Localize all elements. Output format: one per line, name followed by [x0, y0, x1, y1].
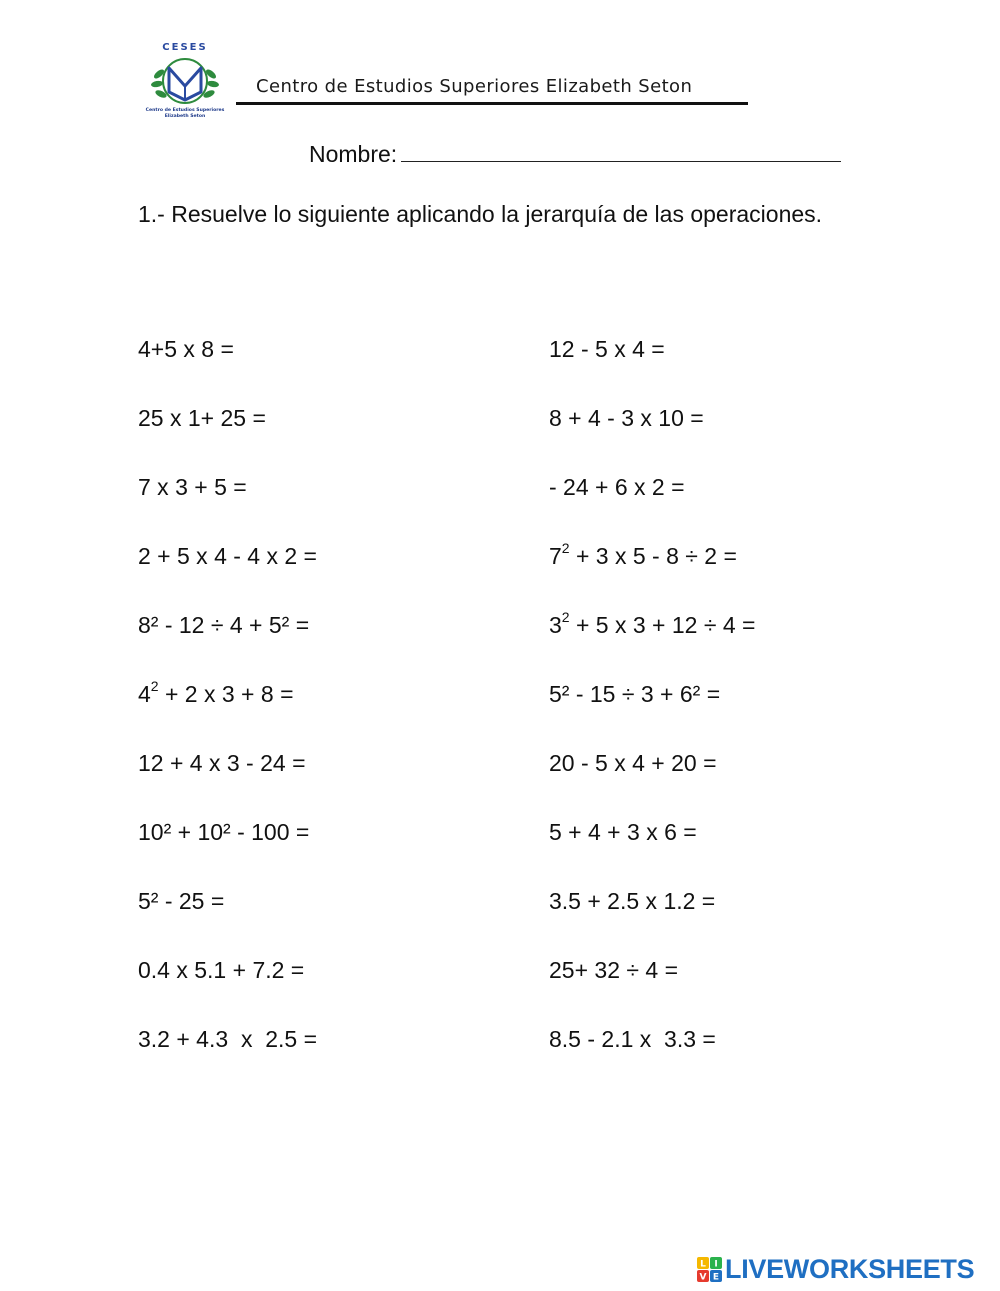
logo-acronym: CESES: [162, 42, 208, 53]
exercise-left-5: 8² - 12 ÷ 4 + 5² =: [138, 612, 310, 638]
exercise-right-4: $7^2 + 3$ x 5 - 8 ÷ 2 =: [549, 540, 737, 569]
exercise-right-2: 8 + 4 - 3 x 10 =: [549, 405, 704, 431]
name-input-line[interactable]: [401, 143, 841, 162]
exercise-left-4: 2 + 5 x 4 - 4 x 2 =: [138, 543, 317, 569]
exercise-right-7: 20 - 5 x 4 + 20 =: [549, 750, 717, 776]
laurel-book-icon: [149, 54, 221, 108]
exercise-left-8: 10² + 10² - 100 =: [138, 819, 310, 845]
name-label: Nombre:: [309, 141, 398, 167]
exercise-right-8: 5 + 4 + 3 x 6 =: [549, 819, 697, 845]
instruction-text: 1.- Resuelve lo siguiente aplicando la jerarquía de las operaciones.: [138, 201, 823, 227]
school-logo: [145, 40, 225, 122]
logo-caption: Centro de Estudios Superiores Elizabeth Seton: [145, 108, 225, 119]
exercise-right-11: 8.5 - 2.1 x 3.3 =: [549, 1026, 716, 1052]
exercise-left-9: 5² - 25 =: [138, 888, 225, 914]
exercise-left-7: 12 + 4 x 3 - 24 =: [138, 750, 306, 776]
svg-text:V: V: [699, 1272, 707, 1283]
exercise-left-6: $4^2 + 2$ x 3 + 8 =: [138, 678, 294, 707]
school-name: Centro de Estudios Superiores Elizabeth Seton: [256, 76, 693, 97]
header-divider: [236, 102, 748, 105]
exercise-left-3: 7 x 3 + 5 =: [138, 474, 247, 500]
exercise-left-2: 25 x 1+ 25 =: [138, 405, 266, 431]
watermark-text: LIVEWORKSHEETS: [725, 1254, 975, 1284]
exercise-left-1: 4+5 x 8 =: [138, 336, 234, 362]
exercise-right-5: $3^2 + 5$ x 3 + 12 ÷ 4 =: [549, 609, 756, 638]
liveworksheets-logo-icon: [697, 1257, 723, 1283]
exercise-left-10: 0.4 x 5.1 + 7.2 =: [138, 957, 305, 983]
exercise-right-9: 3.5 + 2.5 x 1.2 =: [549, 888, 716, 914]
exercise-right-10: 25+ 32 ÷ 4 =: [549, 957, 679, 983]
exercise-left-11: 3.2 + 4.3 x 2.5 =: [138, 1026, 318, 1052]
svg-text:I: I: [714, 1259, 718, 1270]
exercise-right-1: 12 - 5 x 4 =: [549, 336, 665, 362]
svg-text:E: E: [712, 1272, 720, 1283]
exercise-right-6: 5² - 15 ÷ 3 + 6² =: [549, 681, 721, 707]
name-field-row: [309, 141, 841, 168]
svg-text:L: L: [700, 1259, 706, 1270]
exercise-right-3: - 24 + 6 x 2 =: [549, 474, 685, 500]
